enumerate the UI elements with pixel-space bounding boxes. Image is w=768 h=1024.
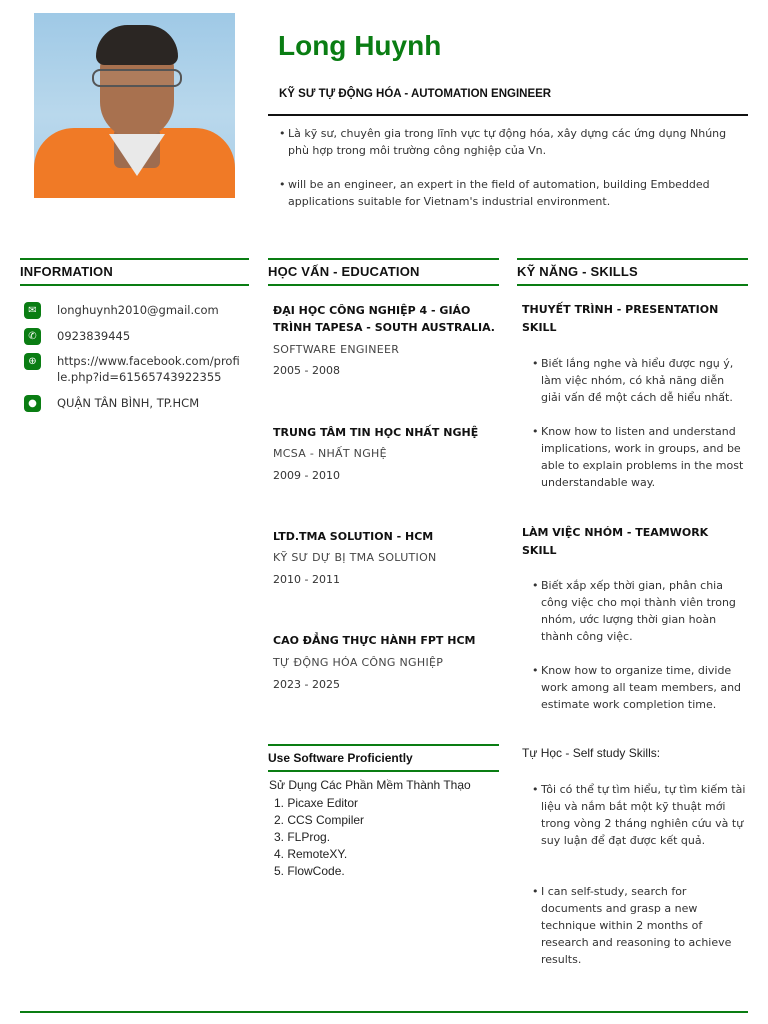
list-item: 3. FLProg. <box>274 830 331 844</box>
skill-presentation-vi: • Biết lắng nghe và hiểu được ngụ ý, làm việc nhóm, có khả năng diễn giải vấn đề một cách dễ hiểu nhất. <box>532 357 734 404</box>
skill-presentation-en: • Know how to listen and understand implications, work in groups, and be able to explain problems in the most understandable way. <box>532 425 744 489</box>
phone-icon: ✆ <box>24 328 41 345</box>
skill-selfstudy-en: • I can self-study, search for documents and grasp a new technique within 2 months of research and reasoning to achieve results. <box>532 885 732 966</box>
edu-degree-4: TỰ ĐỘNG HÓA CÔNG NGHIỆP <box>273 656 444 669</box>
software-list <box>274 795 364 880</box>
job-title: KỸ SƯ TỰ ĐỘNG HÓA - AUTOMATION ENGINEER <box>279 88 552 100</box>
section-software: Use Software Proficiently <box>268 744 499 772</box>
person-name: Long Huynh <box>278 30 442 61</box>
edu-years-4: 2023 - 2025 <box>273 678 340 691</box>
list-item: 5. FlowCode. <box>274 864 345 878</box>
skill-teamwork-vi: • Biết xắp xếp thời gian, phân chia công việc cho mọi thành viên trong nhóm, ước lượng thời gian hoàn thành công việc. <box>532 579 736 643</box>
skill-selfstudy-vi: • Tôi có thể tự tìm hiểu, tự tìm kiếm tài liệu và nắm bắt một kỹ thuật mới trong vòng 2 tháng nghiên cứu và tự suy luận để đạt được kết quả. <box>532 783 746 847</box>
skill-selfstudy-title: Tự Học - Self study Skills: <box>522 746 661 760</box>
skill-presentation-title: THUYẾT TRÌNH - PRESENTATION SKILL <box>522 303 719 334</box>
list-item: 2. CCS Compiler <box>274 813 365 827</box>
section-education: HỌC VẤN - EDUCATION <box>268 258 499 286</box>
edu-years-1: 2005 - 2008 <box>273 364 340 377</box>
location-icon: ● <box>24 395 41 412</box>
intro-vi: • Là kỹ sư, chuyên gia trong lĩnh vực tự động hóa, xây dựng các ứng dụng Nhúng phù hợp trong môi trường công nghiệp của Vn. <box>279 127 727 157</box>
bottom-divider <box>20 1011 748 1013</box>
section-skills: KỸ NĂNG - SKILLS <box>517 258 748 286</box>
intro-en: • will be an engineer, an expert in the field of automation, building Embedded applications suitable for Vietnam's industrial environment. <box>279 178 710 208</box>
section-information: INFORMATION <box>20 258 249 286</box>
edu-school-4: CAO ĐẲNG THỰC HÀNH FPT HCM <box>273 634 476 647</box>
list-item: 4. RemoteXY. <box>274 847 348 861</box>
title-divider <box>268 114 748 116</box>
globe-icon: ⊕ <box>24 353 41 370</box>
skill-teamwork-en: • Know how to organize time, divide work among all team members, and estimate work completion time. <box>532 664 742 711</box>
profile-photo <box>34 13 235 198</box>
edu-degree-2: MCSA - NHẤT NGHỆ <box>273 447 387 460</box>
software-intro: Sử Dụng Các Phần Mềm Thành Thạo <box>269 778 471 792</box>
edu-years-2: 2009 - 2010 <box>273 469 340 482</box>
edu-school-1: ĐẠI HỌC CÔNG NGHIỆP 4 - GIÁO TRÌNH TAPESA - SOUTH AUSTRALIA. <box>273 304 495 334</box>
skill-teamwork-title: LÀM VIỆC NHÓM - TEAMWORK SKILL <box>522 526 709 557</box>
edu-degree-1: SOFTWARE ENGINEER <box>273 343 400 356</box>
edu-school-3: LTD.TMA SOLUTION - HCM <box>273 530 434 543</box>
email-icon: ✉ <box>24 302 41 319</box>
edu-years-3: 2010 - 2011 <box>273 573 340 586</box>
edu-school-2: TRUNG TÂM TIN HỌC NHẤT NGHỆ <box>273 426 479 439</box>
edu-degree-3: KỸ SƯ DỰ BỊ TMA SOLUTION <box>273 551 437 564</box>
list-item: 1. Picaxe Editor <box>274 796 359 810</box>
